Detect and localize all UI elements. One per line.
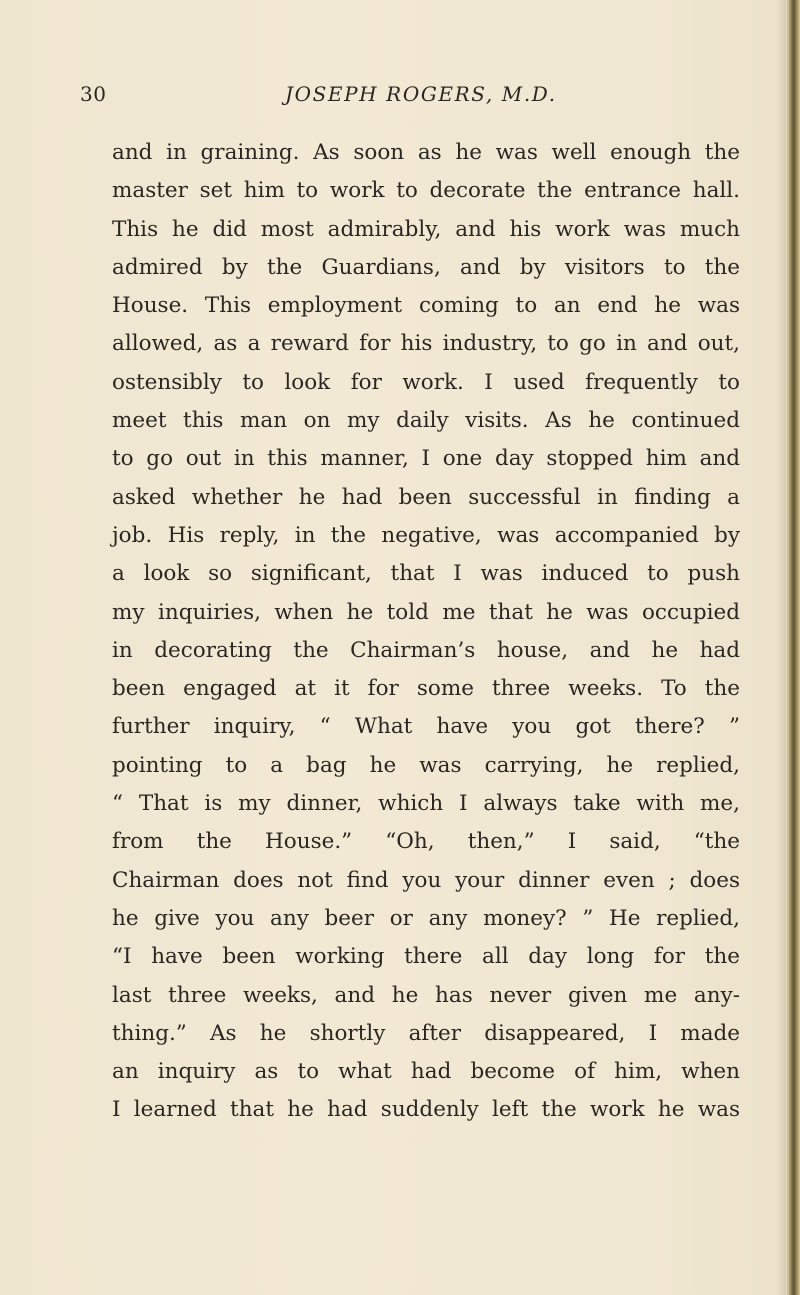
text-line: further inquiry, “ What have you got there? ” — [112, 714, 740, 740]
text-line: thing.” As he shortly after disappeared, I made — [112, 1020, 740, 1046]
text-line: a look so significant, that I was induced to push — [112, 561, 740, 587]
text-line: job. His reply, in the negative, was accompanied by — [112, 522, 740, 548]
text-line: last three weeks, and he has never given me any- — [112, 982, 740, 1008]
text-line: been engaged at it for some three weeks. To the — [112, 676, 740, 702]
page-edge — [786, 0, 800, 1295]
text-line: asked whether he had been successful in finding a — [112, 484, 740, 510]
text-line: he give you any beer or any money? ” He replied, — [112, 905, 740, 931]
text-line: in decorating the Chairman’s house, and he had — [112, 637, 740, 663]
running-head — [80, 82, 740, 112]
text-line: allowed, as a reward for his industry, to go in and out, — [112, 331, 740, 357]
text-line: an inquiry as to what had become of him, when — [112, 1059, 740, 1085]
text-line: “ That is my dinner, which I always take with me, — [112, 791, 740, 817]
text-line: pointing to a bag he was carrying, he replied, — [112, 752, 740, 778]
text-line: from the House.” “Oh, then,” I said, “the — [112, 829, 740, 855]
text-line: I learned that he had suddenly left the work he was — [112, 1097, 740, 1123]
text-line: House. This employment coming to an end he was — [112, 293, 740, 319]
text-line: master set him to work to decorate the entrance hall. — [112, 178, 740, 204]
text-line: admired by the Guardians, and by visitors to the — [112, 254, 740, 280]
text-line: ostensibly to look for work. I used frequently to — [112, 369, 740, 395]
text-line: meet this man on my daily visits. As he continued — [112, 408, 740, 434]
running-title: JOSEPH ROGERS, M.D. — [285, 82, 557, 106]
text-line: and in graining. As soon as he was well enough the — [112, 140, 740, 165]
page-number: 30 — [80, 82, 107, 106]
text-line: Chairman does not find you your dinner even ; does — [112, 867, 740, 893]
body-text — [112, 134, 740, 1130]
text-line: my inquiries, when he told me that he was occupied — [112, 599, 740, 625]
text-line: “I have been working there all day long for the — [112, 944, 740, 970]
page-gutter-shadow — [776, 0, 786, 1295]
text-line: to go out in this manner, I one day stopped him and — [112, 446, 740, 472]
text-line: This he did most admirably, and his work was much — [112, 216, 740, 242]
